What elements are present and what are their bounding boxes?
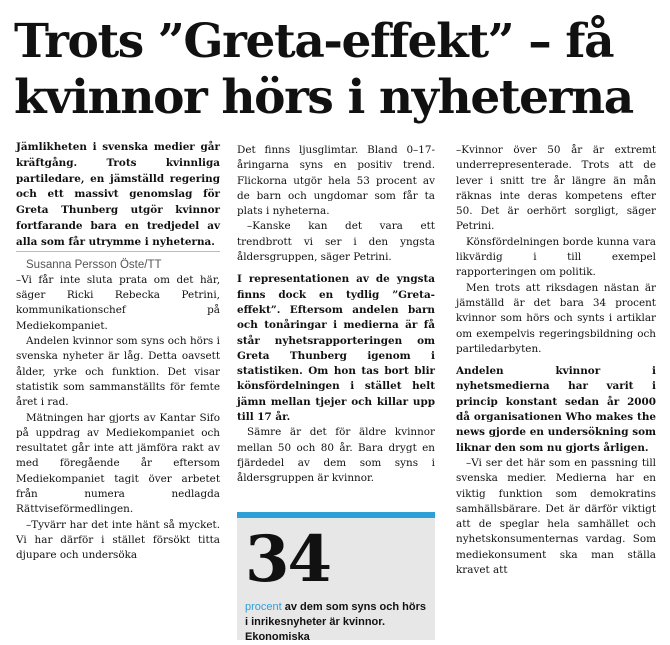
body-paragraph: –Vi ser det här som en passning till svenska medier. Medierna har en viktig funktion som demokratins samhällsbärare. Det är därför viktigt att de speglar hela samhället och nyhetskonsumenternas vardag. Som mediekonsument ska man ställa kravet att bbox=[456, 456, 656, 577]
factbox bbox=[237, 512, 435, 643]
body-paragraph: –Tyvärr har det inte hänt så mycket. Vi har därför i stället försökt titta djupare och undersöka bbox=[16, 518, 220, 562]
body-paragraph: –Vi får inte sluta prata om det här, säger Ricki Rebecka Petrini, kommunikationschef på Mediekompaniet. bbox=[16, 273, 220, 332]
column-3 bbox=[456, 143, 656, 578]
body-paragraph: Mätningen har gjorts av Kantar Sifo på uppdrag av Mediekompaniet och resultatet går inte att jämföra rakt av med föregående år eftersom Mediekompaniet tagit över arbetet från numera nedlagda Rättviseförmedlingen. bbox=[16, 411, 220, 516]
factbox-text bbox=[245, 600, 431, 645]
body-paragraph: Det finns ljusglimtar. Bland 0–17-åringarna syns en positiv trend. Flickorna utgör hela 53 procent av de barn och ungdomar som får ta plats i nyheterna. bbox=[237, 144, 435, 218]
factbox-number: 34 bbox=[245, 522, 331, 597]
body-paragraph: Sämre är det för äldre kvinnor mellan 50 och 80 år. Bara drygt en fjärdedel av dem som syns i åldersgruppen är kvinnor. bbox=[237, 426, 435, 485]
column-2 bbox=[237, 143, 435, 487]
headline: Trots ”Greta-effekt” – få kvinnor hörs i nyheterna bbox=[14, 14, 633, 125]
column-1 bbox=[16, 140, 220, 564]
byline: Susanna Persson Öste/TT bbox=[16, 251, 220, 273]
body-paragraph: Könsfördelningen borde kunna vara likvärdig i till exempel rapporteringen om politik. bbox=[456, 235, 656, 279]
body-paragraph: Men trots att riksdagen nästan är jämställd är det bara 34 procent kvinnor som hörs och synts i artiklar om exempelvis regeringsbildning och partiledarbyten. bbox=[456, 281, 656, 355]
subhead-paragraph: I representationen av de yngsta finns dock en tydlig ”Greta-effekt”. Eftersom andelen barn och tonåringar i medierna är få står nyhetsrapporteringen om Greta Thunberg igenom i statistiken. Om hon tas bort blir könsfördelningen i stället helt jämn mellan tjejer och killar upp till 17 år. bbox=[237, 273, 435, 424]
body-paragraph: –Kvinnor över 50 år är extremt underrepresenterade. Trots att de lever i snitt tre år längre än mån räknas inte deras kompetens efter 50. Det är oerhört sorgligt, säger Petrini. bbox=[456, 144, 656, 233]
factbox-description: av dem som syns och hörs i inrikesnyheter är kvinnor. Ekonomiska bbox=[245, 601, 426, 643]
body-paragraph: Andelen kvinnor som syns och hörs i svenska nyheter är låg. Detta oavsett ålder, yrke och funktion. Det visar statistik som sammanställts för femte året i rad. bbox=[16, 335, 220, 409]
body-paragraph: –Kanske kan det vara ett trendbrott vi ser i den yngsta åldersgruppen, säger Petrini. bbox=[237, 220, 435, 264]
lead-paragraph: Jämlikheten i svenska medier går kräftgång. Trots kvinnliga partiledare, en jämställd regering och ett massivt genomslag för Greta Thunberg utgör kvinnor fortfarande bara en tredjedel av alla som får utrymme i nyheterna. bbox=[16, 141, 220, 248]
subhead-paragraph: Andelen kvinnor i nyhetsmedierna har varit i princip konstant sedan år 2000 då organisationen Who makes the news gjorde en undersökning som liknar den som nu gjorts årligen. bbox=[456, 365, 656, 454]
factbox-unit: procent bbox=[245, 601, 282, 613]
